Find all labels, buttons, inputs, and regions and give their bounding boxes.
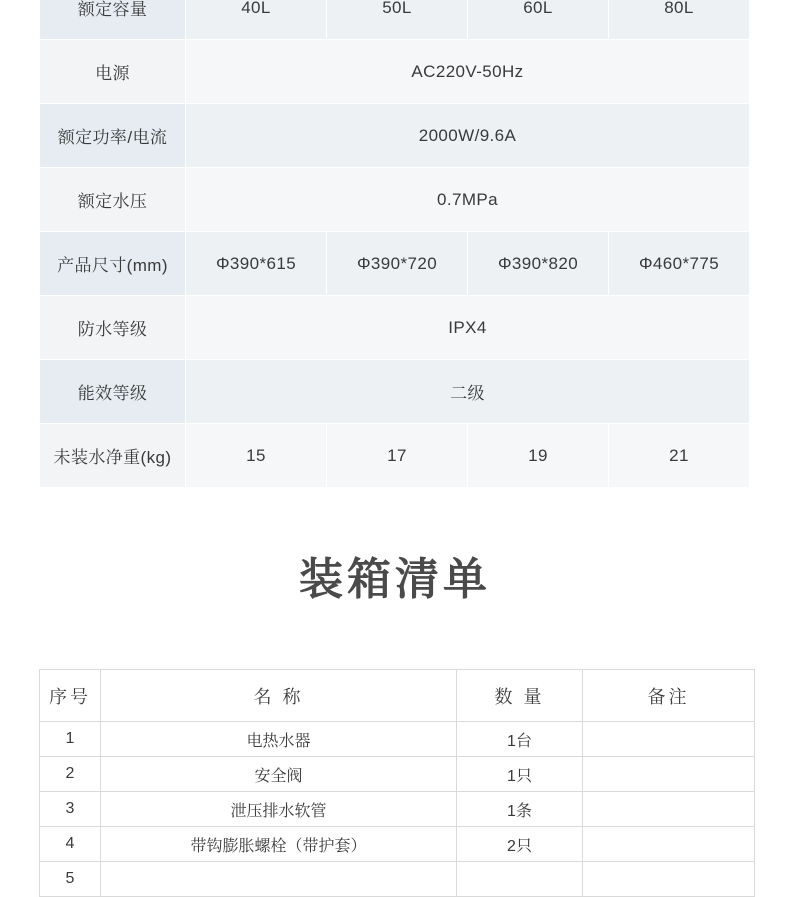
spec-row-label: 额定容量: [40, 0, 186, 40]
packing-cell-remark: [583, 792, 755, 827]
packing-cell-name: 泄压排水软管: [101, 792, 457, 827]
column-header-quantity: 数 量: [457, 670, 583, 722]
spec-cell: Φ390*615: [186, 232, 327, 296]
spec-table-row: [40, 232, 750, 296]
table-row: [40, 862, 755, 897]
spec-cell: Φ390*720: [327, 232, 468, 296]
spec-row-label: 电源: [40, 40, 186, 104]
table-row: [40, 722, 755, 757]
packing-cell-quantity: [457, 862, 583, 897]
packing-cell-name: 带钩膨胀螺栓（带护套）: [101, 827, 457, 862]
spec-table-row: [40, 360, 750, 424]
packing-list-body: [40, 722, 755, 897]
packing-cell-remark: [583, 862, 755, 897]
spec-cell: IPX4: [186, 296, 750, 360]
spec-row-label: 防水等级: [40, 296, 186, 360]
packing-cell-name: 安全阀: [101, 757, 457, 792]
column-header-no: 序号: [40, 670, 101, 722]
packing-list-header: [40, 670, 755, 722]
spec-table-row: [40, 40, 750, 104]
packing-cell-no: 2: [40, 757, 101, 792]
spec-table-row: [40, 168, 750, 232]
packing-list-table: [39, 669, 755, 897]
spec-cell: AC220V-50Hz: [186, 40, 750, 104]
table-row: [40, 827, 755, 862]
packing-cell-quantity: 1条: [457, 792, 583, 827]
spec-row-label: 产品尺寸(mm): [40, 232, 186, 296]
spec-table-row: [40, 104, 750, 168]
spec-cell: 21: [609, 424, 750, 488]
packing-cell-quantity: 1台: [457, 722, 583, 757]
spec-cell: 17: [327, 424, 468, 488]
spec-table-row: [40, 0, 750, 40]
packing-cell-remark: [583, 757, 755, 792]
table-row: [40, 792, 755, 827]
column-header-name: 名 称: [101, 670, 457, 722]
specification-table-body: [40, 0, 750, 488]
page-title: 装箱清单: [299, 554, 491, 605]
spec-row-label: 额定功率/电流: [40, 104, 186, 168]
packing-cell-remark: [583, 722, 755, 757]
packing-cell-no: 3: [40, 792, 101, 827]
column-header-remark: 备注: [583, 670, 755, 722]
spec-cell: 80L: [609, 0, 750, 40]
spec-row-label: 能效等级: [40, 360, 186, 424]
packing-cell-quantity: 1只: [457, 757, 583, 792]
spec-cell: 50L: [327, 0, 468, 40]
packing-cell-no: 1: [40, 722, 101, 757]
packing-cell-quantity: 2只: [457, 827, 583, 862]
spec-cell: Φ390*820: [468, 232, 609, 296]
spec-cell: 60L: [468, 0, 609, 40]
specification-table: [39, 0, 750, 488]
spec-cell: 0.7MPa: [186, 168, 750, 232]
packing-list-header-row: [40, 670, 755, 722]
spec-cell: 二级: [186, 360, 750, 424]
table-row: [40, 757, 755, 792]
spec-table-row: [40, 296, 750, 360]
spec-row-label: 额定水压: [40, 168, 186, 232]
spec-cell: 19: [468, 424, 609, 488]
packing-cell-name: [101, 862, 457, 897]
spec-cell: Φ460*775: [609, 232, 750, 296]
spec-cell: 2000W/9.6A: [186, 104, 750, 168]
packing-cell-name: 电热水器: [101, 722, 457, 757]
packing-cell-no: 4: [40, 827, 101, 862]
spec-table-row: [40, 424, 750, 488]
packing-cell-no: 5: [40, 862, 101, 897]
packing-cell-remark: [583, 827, 755, 862]
spec-row-label: 未装水净重(kg): [40, 424, 186, 488]
spec-cell: 15: [186, 424, 327, 488]
spec-cell: 40L: [186, 0, 327, 40]
